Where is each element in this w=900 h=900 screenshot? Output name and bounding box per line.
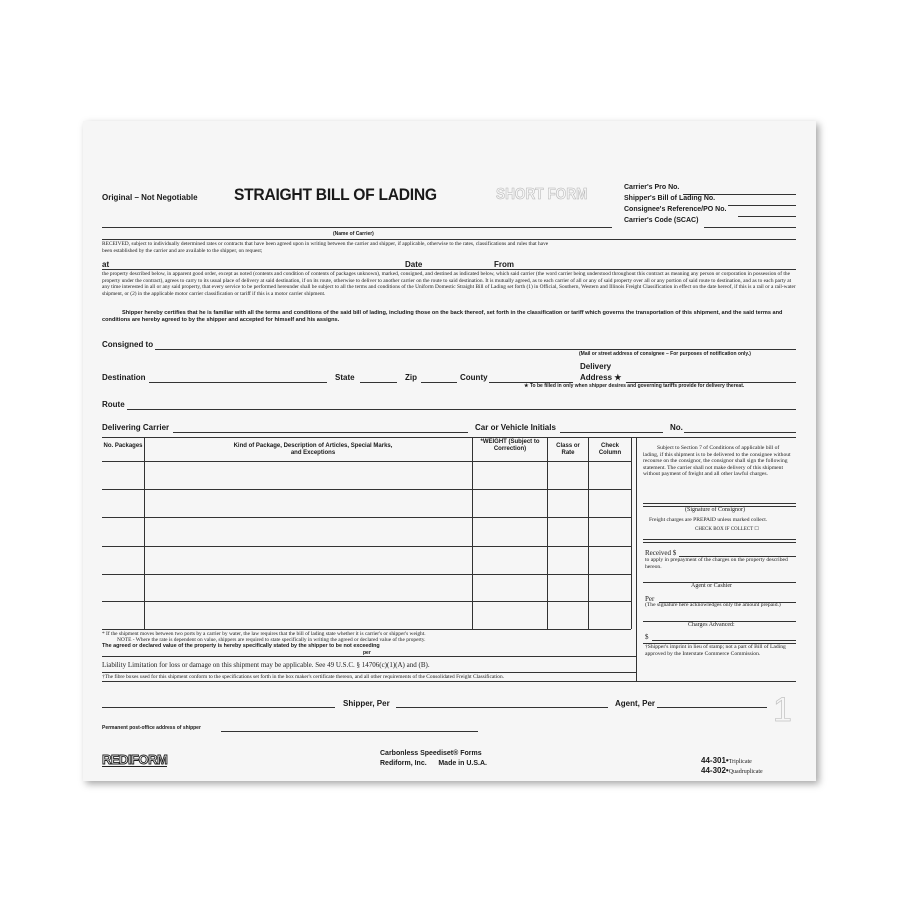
water-note: * If the shipment moves between two ports by a carrier by water, the law requires that the bill of lading state whether it is carrier's or shipper's weight. xyxy=(102,631,426,637)
original-not-negotiable: Original – Not Negotiable xyxy=(102,193,198,202)
form-301: 44-301•Triplicate xyxy=(701,756,752,765)
delivery-label: Delivery xyxy=(580,362,612,371)
col-class-rate: Class or Rate xyxy=(556,443,580,456)
form-302: 44-302•Quadruplicate xyxy=(701,766,763,775)
signature-acknowledgment: (The signature here acknowledges only the amount prepaid.) xyxy=(645,602,781,608)
from-label: From xyxy=(494,260,514,269)
liability-note: Liability Limitation for loss or damage on this shipment may be applicable. See 49 U.S.C. § 14706(c)(1)(A) and (B). xyxy=(102,661,430,669)
delivering-carrier-label: Delivering Carrier xyxy=(102,423,170,432)
at-label: at xyxy=(102,260,110,269)
prepayment-text: to apply in prepayment of the charges on the property described hereon. xyxy=(645,557,788,570)
fibre-box-note: †The fibre boxes used for this shipment conform to the specifications set forth in the box maker's certificate thereon, and all other requirements of the Consolidated Freight Classification. xyxy=(102,674,505,680)
consignee-reference-label: Consignee's Reference/PO No. xyxy=(624,206,727,213)
per-small: per xyxy=(363,650,371,656)
check-collect-text: CHECK BOX IF COLLECT ☐ xyxy=(695,527,759,532)
received-dollar-label: Received $ xyxy=(645,549,677,557)
delivery-footnote: ★ To be filled in only when shipper desires and governing tariffs provide for delivery thereat. xyxy=(524,383,745,389)
zip-label: Zip xyxy=(405,373,417,382)
mail-address-note: (Mail or street address of consignee – For purposes of notification only.) xyxy=(579,351,751,357)
shipper-per-label: Shipper, Per xyxy=(343,699,390,708)
car-vehicle-initials-label: Car or Vehicle Initials xyxy=(475,423,556,432)
name-of-carrier-caption: (Name of Carrier) xyxy=(333,231,374,237)
rediform-logo: REDIFORM xyxy=(102,752,168,767)
maker-label: Rediform, Inc. Made in U.S.A. xyxy=(380,760,487,767)
route-label: Route xyxy=(102,400,125,409)
agent-per-label: Agent, Per xyxy=(615,699,656,708)
agent-cashier-caption: Agent or Cashier xyxy=(691,583,732,589)
carriers-pro-no-label: Carrier's Pro No. xyxy=(624,184,680,191)
charges-advanced-label: Charges Advanced: xyxy=(688,622,735,628)
destination-label: Destination xyxy=(102,373,146,382)
shipper-imprint-note: †Shipper's imprint in lieu of stamp; not a part of Bill of Lading approved by the Interstate Commerce Commission. xyxy=(645,644,786,657)
section7-text: Subject to Section 7 of Conditions of applicable bill of lading, if this shipment is to be delivered to the consignee without recourse on the consignor, the consignor shall sign the following statement. The carrier shall not make delivery of this shipment without payment of freight and all other lawful charges. xyxy=(643,445,791,478)
value-note: NOTE - Where the rate is dependent on value, shippers are required to state specifically in writing the agreed or declared value of the property. xyxy=(117,637,426,643)
address-label: Address ★ xyxy=(580,373,622,382)
received-paragraph: RECEIVED, subject to individually determined rates or contracts that have been agreed upon in writing between the carrier and shipper, if applicable, otherwise to the rates, classifications and rules that have been established by the carrier and are available to the shipper, on request; xyxy=(102,241,549,254)
shippers-bol-no-label: Shipper's Bill of Lading No. xyxy=(624,195,716,202)
dollar-sign: $ xyxy=(645,633,649,641)
no-label: No. xyxy=(670,423,683,432)
date-label: Date xyxy=(405,260,423,269)
col-no-packages: No. Packages xyxy=(103,443,143,449)
county-label: County xyxy=(460,373,488,382)
col-weight: *WEIGHT (Subject to Correction) xyxy=(480,439,540,452)
agreed-value-note: The agreed or declared value of the property is hereby specifically stated by the shipper to be not exceeding xyxy=(102,643,380,649)
form-title: STRAIGHT BILL OF LADING xyxy=(234,185,437,204)
carriers-code-label: Carrier's Code (SCAC) xyxy=(624,217,699,224)
permanent-address-label: Permanent post-office address of shipper xyxy=(102,725,201,731)
short-form-label: SHORT FORM xyxy=(496,186,588,203)
bill-of-lading-form xyxy=(83,121,816,781)
property-paragraph: the property described below, in apparent good order, except as noted (contents and condition of contents of packages unknown), marked, consigned, and destined as indicated below, which said carrier (the word carrier being understood throughout this contract as meaning any person or corporation in possession of the property under the contract), agrees to carry to its usual place of delivery at said destination, if on its route, otherwise to deliver to another carrier on the route to said destination. It is mutually agreed, as to each carrier of all or any of said property over all or any portion of said route to destination, and as to each party at any time interested in all or any said property, that every service to be performed hereunder shall be subject to all the terms and conditions of the Uniform Domestic Straight Bill of Lading set forth (1) in Official, Southern, Western and Illinois Freight Classification in effect on the date hereof, if this is a rail or a rail-water shipment, or (2) in the applicable motor carrier classification or tariff if this is a motor carrier shipment. xyxy=(102,271,796,297)
per-label: Per xyxy=(645,595,655,603)
signature-consignor-caption: (Signature of Consignor) xyxy=(685,507,745,513)
copy-number: 1 xyxy=(773,691,792,729)
col-check: Check Column xyxy=(598,443,622,456)
col-description: Kind of Package, Description of Articles, Special Marks, and Exceptions xyxy=(233,443,393,456)
state-label: State xyxy=(335,373,355,382)
certify-paragraph: Shipper hereby certifies that he is familiar with all the terms and conditions of the said bill of lading, including those on the back thereof, set forth in the classification or tariff which governs the transportation of this shipment, and the said terms and conditions are hereby agreed to by the shipper and accepted for himself and his assigns. xyxy=(102,310,783,323)
freight-prepaid-text: Freight charges are PREPAID unless marked collect. xyxy=(649,517,768,523)
consigned-to-label: Consigned to xyxy=(102,340,154,349)
carbonless-label: Carbonless Speediset® Forms xyxy=(380,750,482,757)
